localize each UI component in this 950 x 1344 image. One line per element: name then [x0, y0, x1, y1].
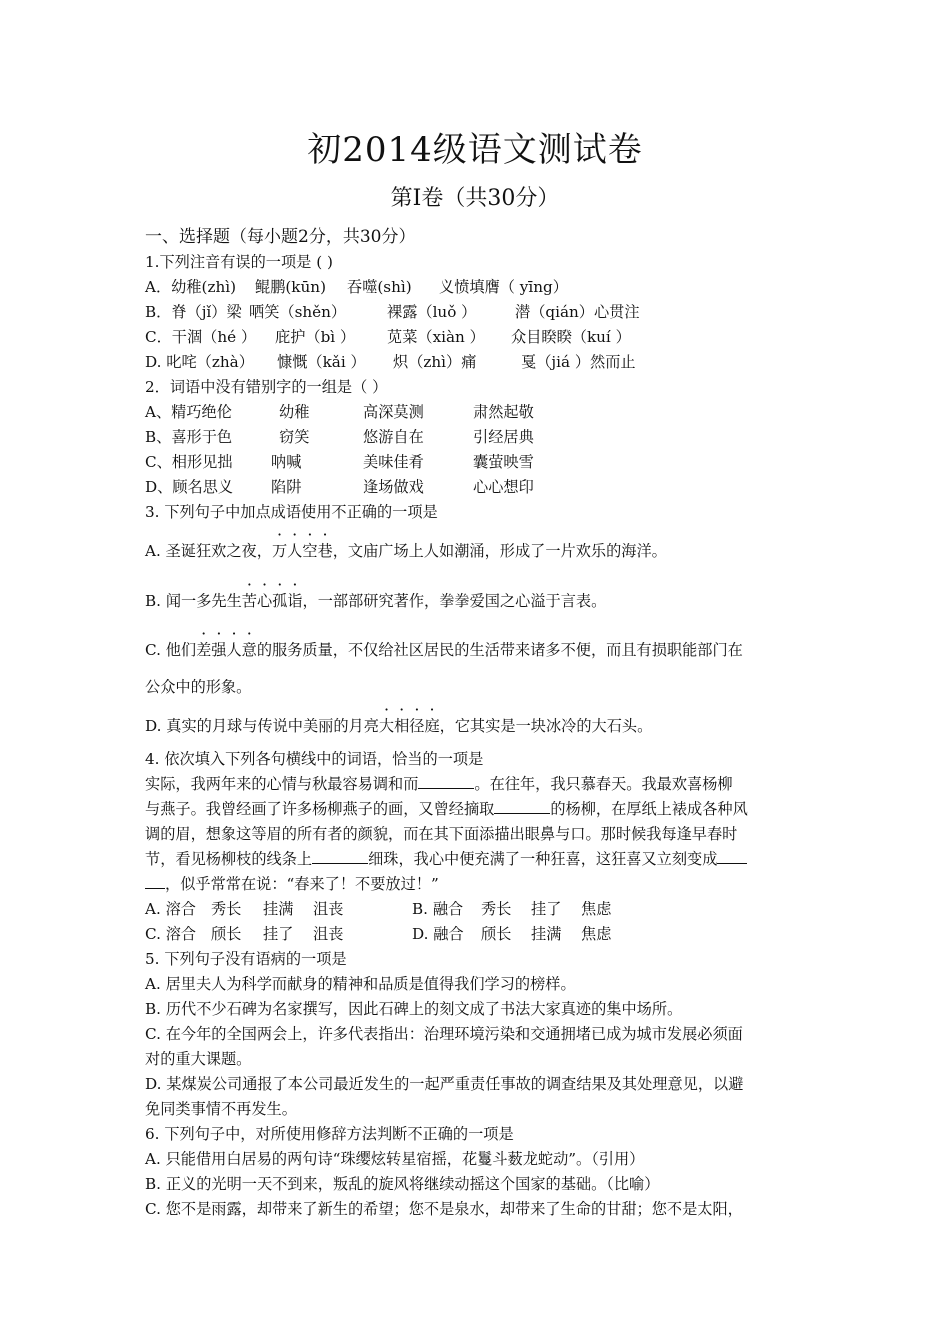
- q1-b-1: B．脊（jǐ）梁: [145, 303, 242, 321]
- q4-opt: 颀长: [481, 925, 512, 943]
- q2-d-4: 心心想印: [473, 478, 534, 496]
- q4-passage-line-4: [145, 848, 815, 870]
- q1-d-4: 戛（jiá ）然而止: [521, 353, 636, 371]
- q4-text: 节，看见杨柳枝的线条上: [145, 850, 313, 868]
- q3-b-pre: B. 闻一多先生: [145, 592, 242, 610]
- q4-opt: 挂了: [531, 900, 562, 918]
- dotted-char: 空: [302, 542, 318, 560]
- q3-option-c: [145, 639, 815, 661]
- q1-a-1: A．幼稚(zhì): [145, 278, 237, 296]
- q3-a-pre: A. 圣诞狂欢之夜，: [145, 542, 272, 560]
- q2-d-3: 逢场做戏: [363, 478, 424, 496]
- q3-c-dotted-idiom: [196, 641, 257, 659]
- q3-option-d: [145, 715, 815, 737]
- q3-d-dotted-idiom: [379, 717, 440, 735]
- q3-b-dotted-idiom: [242, 592, 303, 610]
- q2-b-3: 悠游自在: [363, 428, 424, 446]
- q6-stem: 6. 下列句子中，对所使用修辞方法判断不正确的一项是: [145, 1125, 514, 1143]
- q5-option-d-cont: 免同类事情不再发生。: [145, 1100, 297, 1118]
- q2-b-4: 引经居典: [473, 428, 534, 446]
- q1-a-2: 鲲鹏(kūn): [255, 278, 326, 296]
- paper-subtitle: 第Ⅰ卷（共30分）: [390, 186, 560, 211]
- q4-passage-line-1: [145, 773, 815, 795]
- q1-d-3: 炽（zhì）痛: [393, 353, 477, 371]
- q3-b-post: ，一部部研究著作，拳拳爱国之心溢于言表。: [302, 592, 607, 610]
- fill-blank-1: [418, 774, 474, 789]
- q4-opt: 秀长: [481, 900, 512, 918]
- q3-option-c-cont: 公众中的形象。: [145, 678, 252, 696]
- q4-text: 与燕子。我曾经画了许多杨柳燕子的画，又曾经摘取: [145, 800, 495, 818]
- q4-opt: A. 溶合: [145, 900, 196, 918]
- q2-c-4: 囊萤映雪: [473, 453, 534, 471]
- dotted-char: 大: [378, 717, 395, 735]
- fill-blank-2: [494, 799, 550, 814]
- q2-c-2: 呐喊: [271, 453, 302, 471]
- dotted-char: 心: [256, 592, 273, 610]
- dotted-char: 相: [394, 717, 410, 735]
- q2-a-1: A、精巧绝伦: [145, 403, 232, 421]
- q4-opt: D. 融合: [412, 925, 464, 943]
- q4-stem: 4. 依次填入下列各句横线中的词语，恰当的一项是: [145, 750, 484, 768]
- dotted-char: 人: [226, 641, 242, 659]
- q2-stem: 2．词语中没有错别字的一组是（ ）: [145, 378, 388, 396]
- q4-opt: 焦虑: [581, 925, 612, 943]
- q1-d-2: 慷慨（kǎi ）: [277, 353, 366, 371]
- q3-a-dotted-idiom: [272, 542, 333, 560]
- q3-stem: 3. 下列句子中加点成语使用不正确的一项是: [145, 503, 438, 521]
- q4-opt: 颀长: [211, 925, 242, 943]
- q4-opt: 焦虑: [581, 900, 612, 918]
- q4-text: 细珠，我心中便充满了一种狂喜，这狂喜又立刻变成: [368, 850, 718, 868]
- q3-option-a: [145, 540, 815, 562]
- q5-stem: 5. 下列句子没有语病的一项是: [145, 950, 347, 968]
- q1-a-3: 吞噬(shì): [347, 278, 412, 296]
- q4-passage-line-2: [145, 798, 815, 820]
- q3-option-b: [145, 590, 815, 612]
- q3-a-post: ，文庙广场上人如潮涌，形成了一片欢乐的海洋。: [332, 542, 667, 560]
- q5-option-a: A. 居里夫人为科学而献身的精神和品质是值得我们学习的榜样。: [145, 975, 576, 993]
- dotted-char: 万: [271, 542, 288, 560]
- fill-blank-4: [717, 849, 747, 864]
- q2-b-2: 窃笑: [279, 428, 310, 446]
- q4-opt: 挂了: [263, 925, 294, 943]
- dotted-char: 诣: [287, 592, 303, 610]
- q4-passage-line-5: [145, 873, 815, 895]
- q1-c-1: C．干涸（hé ）: [145, 328, 257, 346]
- section-heading: 一、选择题（每小题2分，共30分）: [145, 227, 416, 247]
- dotted-char: 强: [211, 641, 227, 659]
- q4-text: 实际，我两年来的心情与秋最容易调和而: [145, 775, 419, 793]
- q5-option-c-cont: 对的重大课题。: [145, 1050, 252, 1068]
- q2-a-4: 肃然起敬: [473, 403, 534, 421]
- q2-a-3: 高深莫测: [363, 403, 424, 421]
- q6-option-b: B. 正义的光明一天不到来，叛乱的旋风将继续动摇这个国家的基础。（比喻）: [145, 1175, 660, 1193]
- q1-a-4: 义愤填膺（ yīng）: [439, 278, 568, 296]
- q1-d-1: D. 叱咤（zhà）: [145, 353, 254, 371]
- q3-c-pre: C. 他们: [145, 641, 197, 659]
- q3-d-post: ，它其实是一块冰冷的大石头。: [439, 717, 653, 735]
- q6-option-a: A. 只能借用白居易的两句诗“珠缨炫转星宿摇，花鬘斗薮龙蛇动”。（引用）: [145, 1150, 645, 1168]
- q1-c-4: 众目睽睽（kuí ）: [511, 328, 631, 346]
- fill-blank-4-cont: [145, 874, 165, 889]
- q4-text: 。在往年，我只慕春天。我最欢喜杨柳: [474, 775, 733, 793]
- q4-opt: 沮丧: [313, 925, 344, 943]
- dotted-char: 意: [241, 641, 257, 659]
- dotted-char: 庭: [424, 717, 440, 735]
- q1-stem: 1.下列注音有误的一项是 ( ): [145, 253, 333, 271]
- q4-text: ，似乎常常在说：“春来了！不要放过！”: [165, 875, 439, 893]
- q4-opt: C. 溶合: [145, 925, 197, 943]
- q4-opt: 挂满: [531, 925, 562, 943]
- fill-blank-3: [312, 849, 368, 864]
- dotted-char: 苦: [241, 592, 257, 610]
- q4-passage-line-3: 调的眉，想象这等眉的所有者的颜貌，而在其下面添描出眼鼻与口。那时候我每逢早春时: [145, 825, 738, 843]
- q1-c-2: 庇护（bì ）: [275, 328, 356, 346]
- dotted-char: 巷: [317, 542, 333, 560]
- q3-c-post: 的服务质量，不仅给社区居民的生活带来诸多不便，而且有损职能部门在: [256, 641, 743, 659]
- q4-text: 的杨柳，在厚纸上裱成各种风: [550, 800, 748, 818]
- q2-a-2: 幼稚: [279, 403, 310, 421]
- q4-opt: 秀长: [211, 900, 242, 918]
- q4-opt: B. 融合: [412, 900, 464, 918]
- q5-option-c: C. 在今年的全国两会上，许多代表指出：治理环境污染和交通拥堵已成为城市发展必须面: [145, 1025, 743, 1043]
- q1-b-4: 潜（qián）心贯注: [515, 303, 640, 321]
- dotted-char: 人: [287, 542, 303, 560]
- q4-opt: 挂满: [263, 900, 294, 918]
- dotted-char: 差: [196, 641, 212, 659]
- q3-d-pre: D. 真实的月球与传说中美丽的月亮: [145, 717, 379, 735]
- q2-b-1: B、喜形于色: [145, 428, 233, 446]
- q1-b-2: 哂笑（shěn）: [249, 303, 347, 321]
- dotted-char: 径: [409, 717, 425, 735]
- q4-opt: 沮丧: [313, 900, 344, 918]
- dotted-char: 孤: [272, 592, 288, 610]
- q6-option-c: C. 您不是雨露，却带来了新生的希望；您不是泉水，却带来了生命的甘甜；您不是太阳，: [145, 1200, 743, 1218]
- q1-c-3: 苋菜（xiàn ）: [387, 328, 485, 346]
- q2-d-1: D、顾名思义: [145, 478, 234, 496]
- q2-c-1: C、相形见拙: [145, 453, 233, 471]
- q2-c-3: 美味佳肴: [363, 453, 424, 471]
- q5-option-d: D. 某煤炭公司通报了本公司最近发生的一起严重责任事故的调查结果及其处理意见，以避: [145, 1075, 744, 1093]
- q5-option-b: B. 历代不少石碑为名家撰写，因此石碑上的刻文成了书法大家真迹的集中场所。: [145, 1000, 683, 1018]
- q1-b-3: 裸露（luǒ ）: [387, 303, 477, 321]
- page-title: 初2014级语文测试卷: [307, 130, 643, 170]
- q2-d-2: 陷阱: [271, 478, 302, 496]
